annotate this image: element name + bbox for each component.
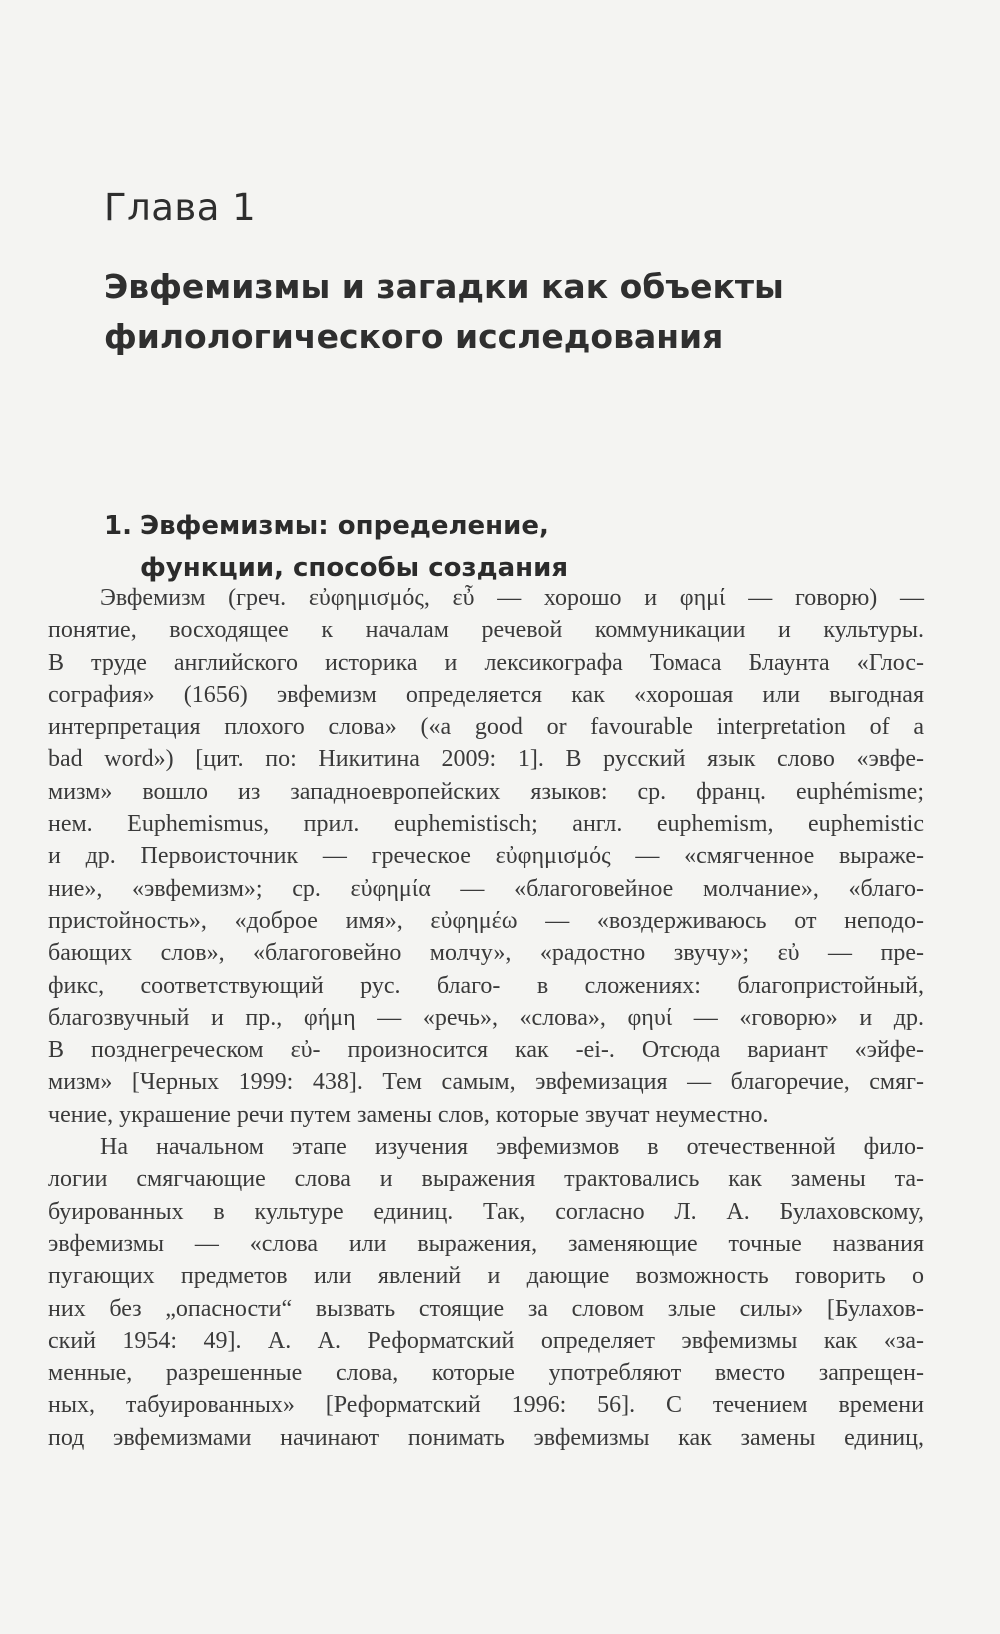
body-line: ных, табуированных» [Реформатский 1996: 56]. С течением времени xyxy=(48,1392,924,1419)
body-line: буированных в культуре единиц. Так, согласно Л. А. Булаховскому, xyxy=(48,1198,924,1225)
chapter-title-line: филологического исследования xyxy=(104,317,724,356)
body-line: сография» (1656) эвфемизм определяется как «хорошая или выгодная xyxy=(48,681,924,708)
body-line: фикс, соответствующий рус. благо- в сложениях: благопристойный, xyxy=(48,972,924,999)
section-title-line: функции, способы создания xyxy=(140,553,569,583)
body-line: ский 1954: 49]. А. А. Реформатский определяет эвфемизмы как «за- xyxy=(48,1327,924,1354)
chapter-title xyxy=(104,262,924,362)
body-line: интерпретация плохого слова» («a good or favourable interpretation of a xyxy=(48,714,924,741)
body-line: bad word») [цит. по: Никитина 2009: 1]. В русский язык слово «эвфе- xyxy=(48,746,924,773)
body-text xyxy=(48,582,924,1454)
body-line: них без „опасности“ вызвать стоящие за словом злые силы» [Булахов- xyxy=(48,1295,924,1322)
section-number: 1. xyxy=(104,511,132,541)
body-line: В труде английского историка и лексикографа Томаса Блаунта «Глос- xyxy=(48,649,924,676)
body-line: бающих слов», «благоговейно молчу», «радостно звучу»; εὐ — пре- xyxy=(48,940,924,967)
body-line: В позднегреческом εὐ- произносится как -ei-. Отсюда вариант «эйфе- xyxy=(48,1037,924,1064)
section-heading xyxy=(104,505,924,589)
body-line: нем. Euphemismus, прил. euphemistisch; англ. euphemism, euphemistic xyxy=(48,811,924,838)
body-line: пристойность», «доброе имя», εὐφημέω — «воздерживаюсь от неподо- xyxy=(48,907,924,934)
chapter-title-line: Эвфемизмы и загадки как объекты xyxy=(104,267,784,306)
body-line: логии смягчающие слова и выражения трактовались как замены та- xyxy=(48,1166,924,1193)
body-line: мизм» [Черных 1999: 438]. Тем самым, эвфемизация — благоречие, смяг- xyxy=(48,1069,924,1096)
body-line: понятие, восходящее к началам речевой коммуникации и культуры. xyxy=(48,617,924,644)
body-line: чение, украшение речи путем замены слов, которые звучат неуместно. xyxy=(48,1101,769,1128)
body-line: мизм» вошло из западноевропейских языков: ср. франц. euphémisme; xyxy=(48,778,924,805)
body-line: и др. Первоисточник — греческое εὐφημισμός — «смягченное выраже- xyxy=(48,843,924,870)
body-line: Эвфемизм (греч. εὐφημισμός, εὖ — хорошо и φημί — говорю) — xyxy=(100,585,924,611)
body-line: На начальном этапе изучения эвфемизмов в отечественной фило- xyxy=(100,1134,924,1161)
body-line: пугающих предметов или явлений и дающие возможность говорить о xyxy=(48,1263,924,1290)
body-line: менные, разрешенные слова, которые употребляют вместо запрещен- xyxy=(48,1360,924,1387)
body-line: под эвфемизмами начинают понимать эвфемизмы как замены единиц, xyxy=(48,1424,924,1451)
body-line: ние», «эвфемизм»; ср. εὐφημία — «благоговейное молчание», «благо- xyxy=(48,875,924,902)
body-line: эвфемизмы — «слова или выражения, заменяющие точные названия xyxy=(48,1230,924,1257)
section-title-line: Эвфемизмы: определение, xyxy=(140,511,549,541)
body-line: благозвучный и пр., φήμη — «речь», «слова», φηυί — «говорю» и др. xyxy=(48,1004,924,1031)
chapter-label: Глава 1 xyxy=(104,186,257,229)
